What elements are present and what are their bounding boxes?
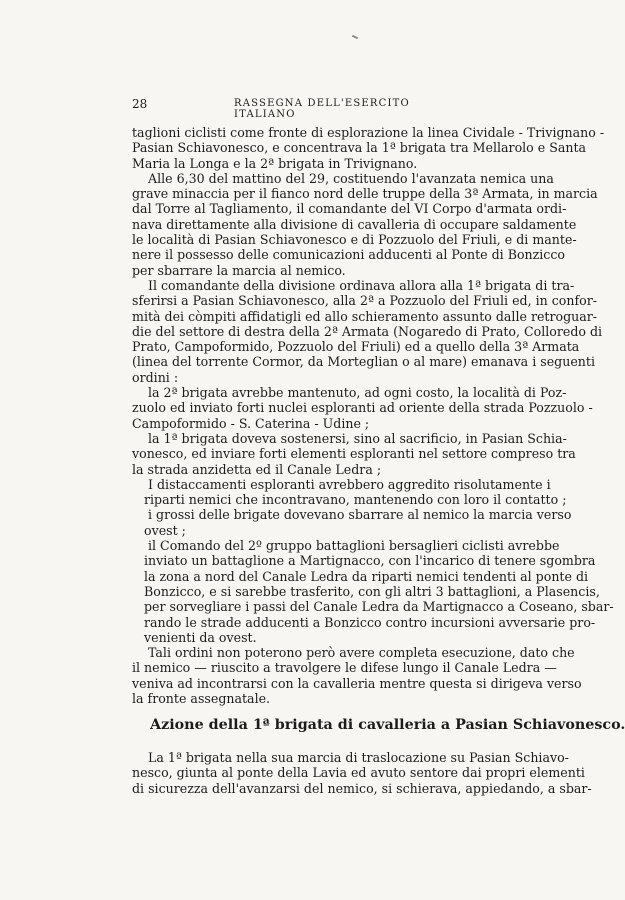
text-line: per sbarrare la marcia al nemico.: [132, 262, 346, 278]
text-line: per sorvegliare i passi del Canale Ledra da Martignacco a Coseano, sbar-: [144, 599, 614, 615]
text-line: Tali ordini non poterono però avere completa esecuzione, dato che: [148, 645, 575, 661]
text-line: Maria la Longa e la 2ª brigata in Trivignano.: [132, 155, 418, 171]
text-line: sferirsi a Pasian Schiavonesco, alla 2ª a Pozzuolo del Friuli ed, in confor-: [132, 293, 598, 309]
text-line: di sicurezza dell'avanzarsi del nemico, si schierava, appiedando, a sbar-: [132, 780, 592, 796]
text-line: la strada anzidetta ed il Canale Ledra ;: [132, 461, 382, 477]
running-title: RASSEGNA DELL'ESERCITO ITALIANO: [234, 98, 410, 120]
text-line: La 1ª brigata nella sua marcia di traslocazione su Pasian Schiavo-: [148, 750, 569, 765]
text-line: dal Torre al Tagliamento, il comandante del VI Corpo d'armata ordi-: [132, 201, 567, 217]
text-line: Campoformido - S. Caterina - Udine ;: [132, 415, 370, 431]
text-line: ovest ;: [144, 522, 186, 538]
paper-speck: [352, 35, 358, 39]
text-line: grave minaccia per il fianco nord delle truppe della 3ª Armata, in marcia: [132, 186, 598, 202]
section-heading: Azione della 1ª brigata di cavalleria a Pasian Schiavonesco.: [150, 717, 625, 733]
text-line: inviato un battaglione a Martignacco, con l'incarico di tenere sgombra: [144, 553, 596, 569]
text-line: nesco, giunta al ponte della Lavia ed avuto sentore dai propri elementi: [132, 765, 585, 781]
text-line: le località di Pasian Schiavonesco e di Pozzuolo del Friuli, e di mante-: [132, 232, 577, 248]
text-line: nava direttamente alla divisione di cavalleria di occupare saldamente: [132, 216, 577, 232]
text-line: riparti nemici che incontravano, mantenendo con loro il contatto ;: [144, 492, 567, 508]
body-text: [132, 125, 614, 706]
text-line: i grossi delle brigate dovevano sbarrare al nemico la marcia verso: [148, 507, 572, 523]
text-line: la fronte assegnatale.: [132, 690, 271, 706]
text-line: il Comando del 2º gruppo battaglioni bersaglieri ciclisti avrebbe: [148, 538, 560, 554]
text-line: nere il possesso delle comunicazioni adducenti al Ponte di Bonzicco: [132, 247, 565, 263]
text-line: Il comandante della divisione ordinava allora alla 1ª brigata di tra-: [148, 277, 575, 293]
text-line: Prato, Campoformido, Pozzuolo del Friuli) ed a quello della 3ª Armata: [132, 339, 580, 355]
text-line: veniva ad incontrarsi con la cavalleria mentre questa si dirigeva verso: [132, 675, 582, 691]
text-line: die del settore di destra della 2ª Armata (Nogaredo di Prato, Colloredo di: [132, 323, 603, 339]
text-line: Alle 6,30 del mattino del 29, costituendo l'avanzata nemica una: [148, 170, 554, 186]
text-line: Pasian Schiavonesco, e concentrava la 1ª brigata tra Mellarolo e Santa: [132, 140, 587, 156]
text-line: Bonzicco, e si sarebbe trasferito, con gli altri 3 battaglioni, a Plasencis,: [144, 583, 600, 599]
text-line: zuolo ed inviato forti nuclei esploranti ad oriente della strada Pozzuolo -: [132, 400, 593, 416]
text-line: mità dei còmpiti affidatigli ed allo schieramento assunto dalle retroguar-: [132, 308, 598, 324]
section-text: [132, 750, 592, 796]
text-line: il nemico — riuscito a travolgere le difese lungo il Canale Ledra —: [132, 660, 557, 676]
text-line: rando le strade adducenti a Bonzicco contro incursioni avversarie pro-: [144, 614, 596, 630]
text-line: (linea del torrente Cormor, da Morteglian o al mare) emanava i seguenti: [132, 354, 595, 370]
text-line: ordini :: [132, 369, 179, 385]
text-line: taglioni ciclisti come fronte di esplorazione la linea Cividale - Trivignano -: [132, 125, 605, 140]
page-number: 28: [132, 97, 148, 111]
text-line: I distaccamenti esploranti avrebbero aggredito risolutamente i: [148, 476, 551, 492]
text-line: la 2ª brigata avrebbe mantenuto, ad ogni costo, la località di Poz-: [148, 385, 567, 401]
text-line: venienti da ovest.: [144, 629, 257, 645]
text-line: la 1ª brigata doveva sostenersi, sino al sacrificio, in Pasian Schia-: [148, 430, 567, 446]
text-line: la zona a nord del Canale Ledra da riparti nemici tendenti al ponte di: [144, 568, 589, 584]
text-line: vonesco, ed inviare forti elementi esploranti nel settore compreso tra: [132, 446, 576, 462]
